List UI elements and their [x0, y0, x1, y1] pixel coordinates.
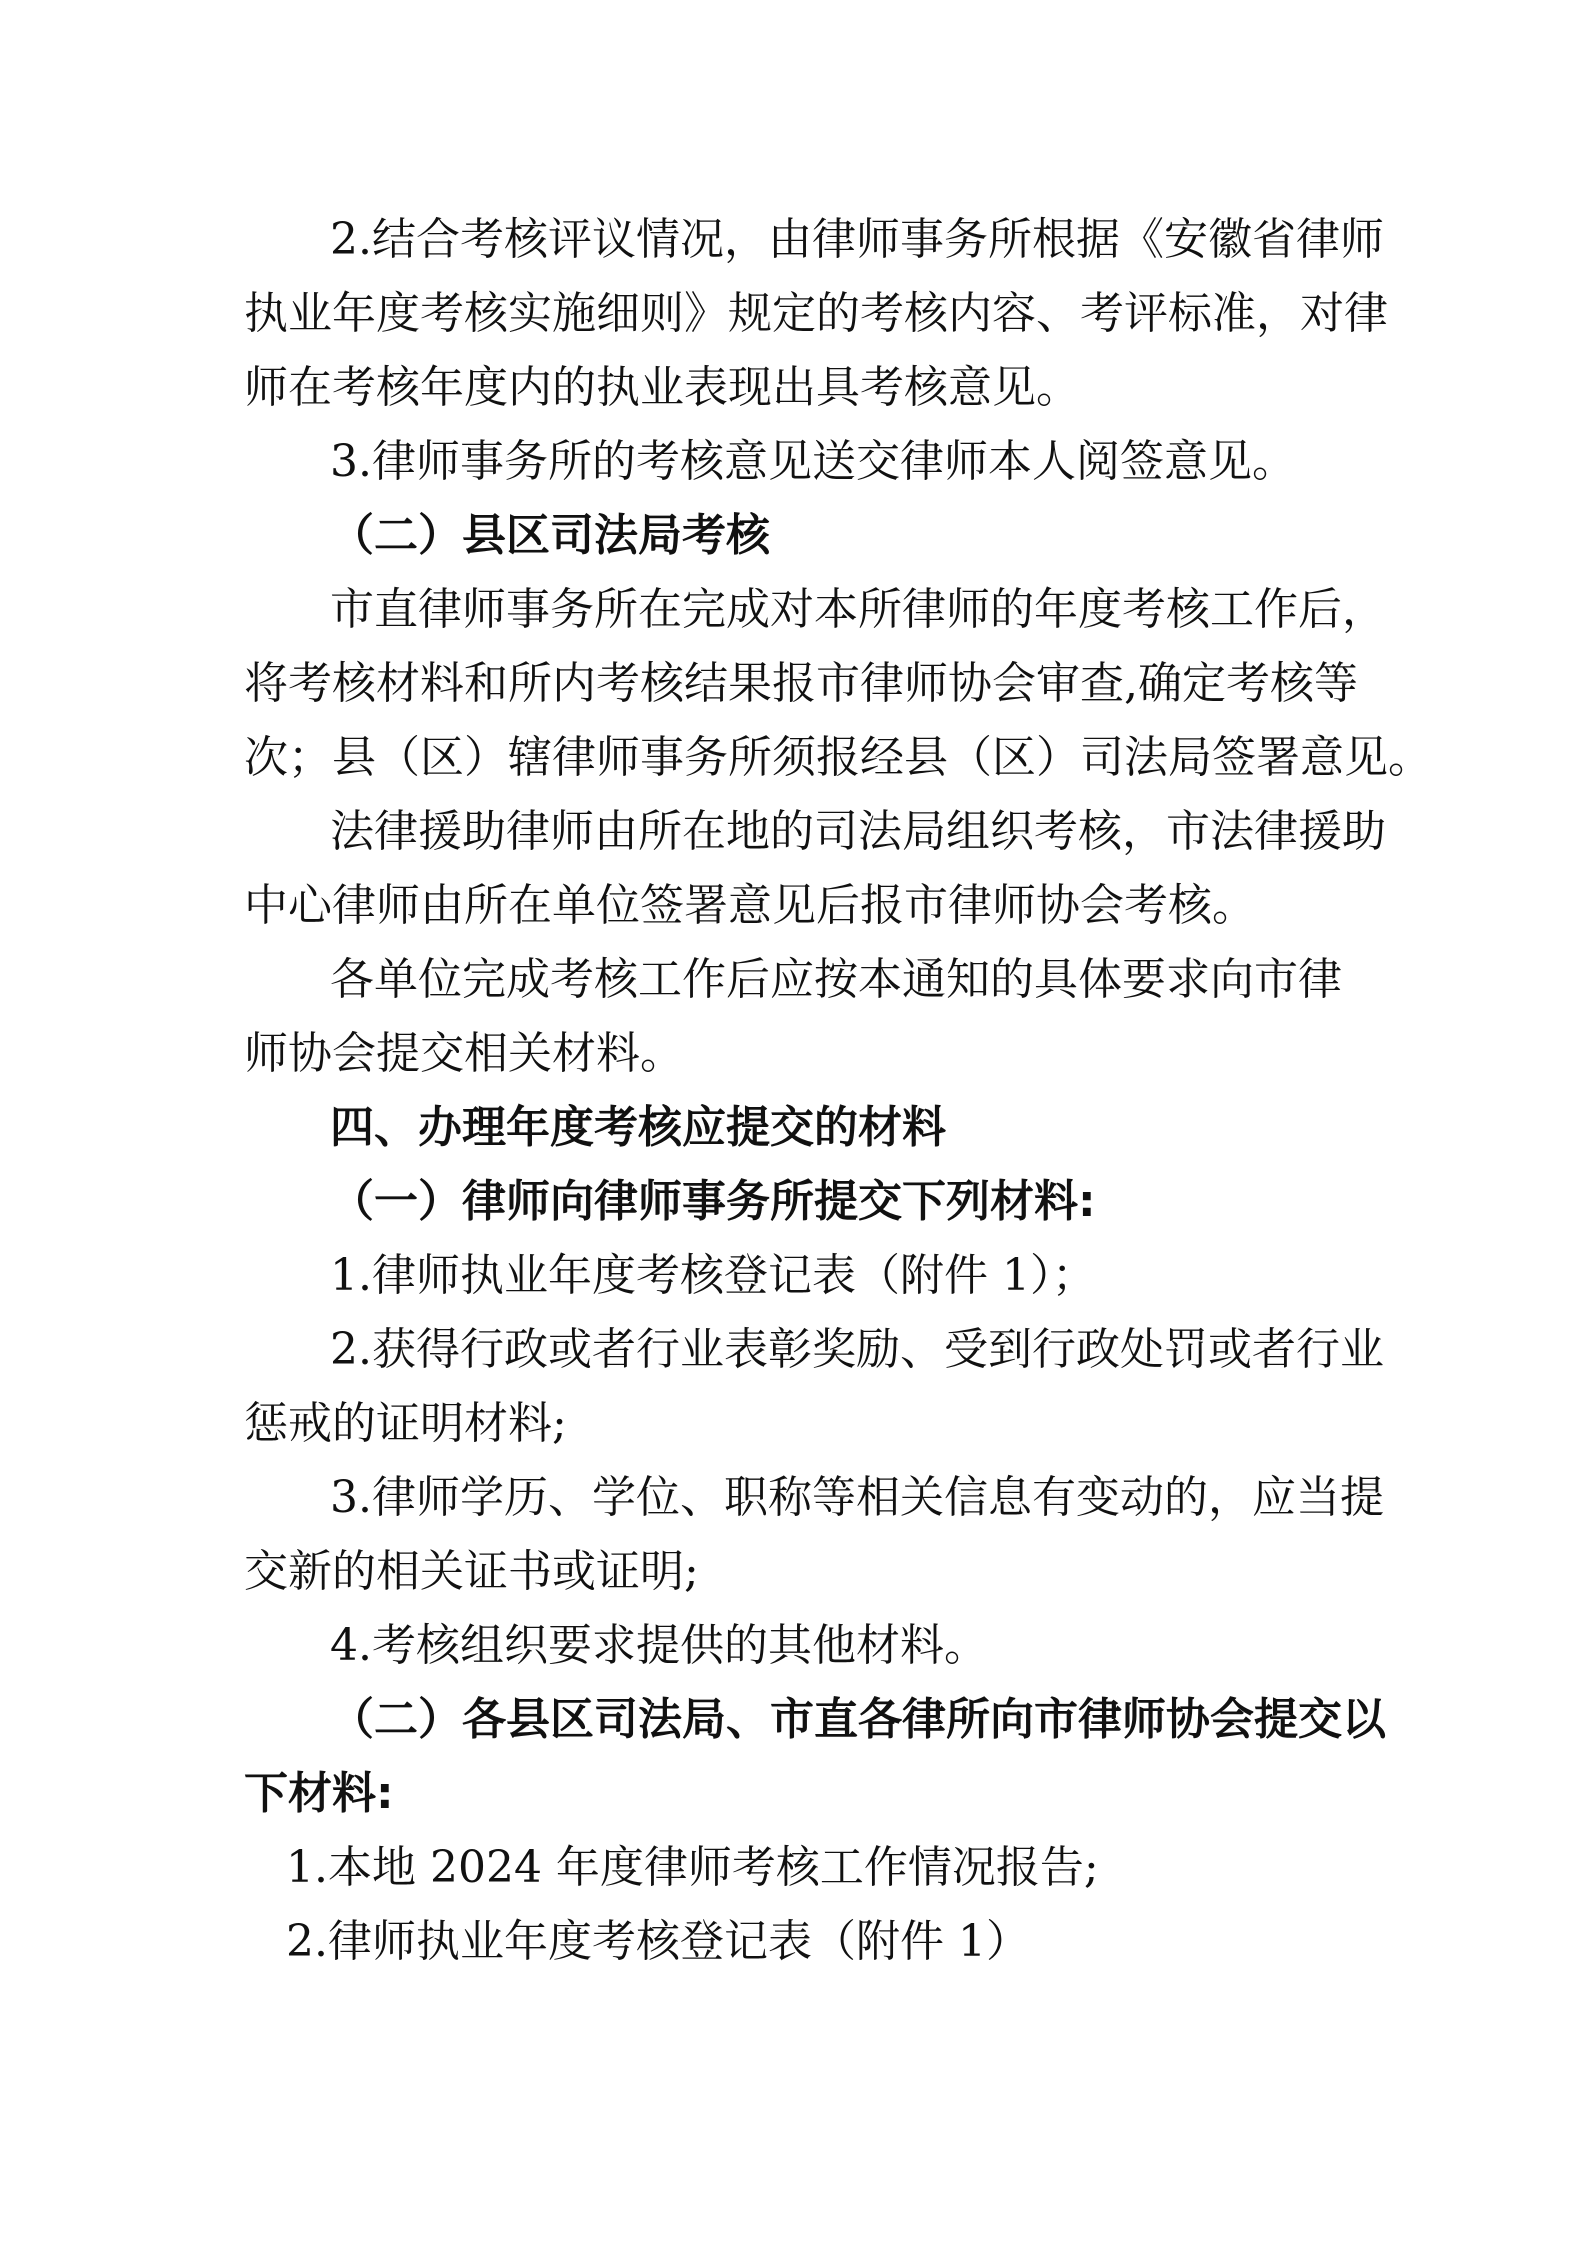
paragraph-item-2-line-3: 师在考核年度内的执业表现出具考核意见。	[244, 362, 1080, 413]
paragraph-city-line-2: 将考核材料和所内考核结果报市律师协会审查,确定考核等	[244, 658, 1358, 709]
heading-section-4: 四、办理年度考核应提交的材料	[330, 1102, 946, 1153]
heading-county-materials-line-1: （二）各县区司法局、市直各律所向市律师协会提交以	[330, 1694, 1386, 1745]
paragraph-legal-aid-line-2: 中心律师由所在单位签署意见后报市律师协会考核。	[244, 880, 1256, 931]
material-item-2-line-1: 2.获得行政或者行业表彰奖励、受到行政处罚或者行业	[330, 1324, 1384, 1375]
material-item-3-line-2: 交新的相关证书或证明;	[244, 1546, 699, 1597]
county-material-item-2: 2.律师执业年度考核登记表（附件 1）	[286, 1916, 1030, 1967]
paragraph-units-line-2: 师协会提交相关材料。	[244, 1028, 684, 1079]
heading-county-materials-line-2: 下材料:	[244, 1768, 394, 1819]
paragraph-city-line-1: 市直律师事务所在完成对本所律师的年度考核工作后，	[330, 584, 1386, 635]
paragraph-item-3: 3.律师事务所的考核意见送交律师本人阅签意见。	[330, 436, 1296, 487]
heading-county-review: （二）县区司法局考核	[330, 510, 770, 561]
heading-lawyer-materials: （一）律师向律师事务所提交下列材料:	[330, 1176, 1096, 1227]
material-item-1: 1.律师执业年度考核登记表（附件 1）；	[330, 1250, 1096, 1301]
county-material-item-1: 1.本地 2024 年度律师考核工作情况报告;	[286, 1842, 1099, 1893]
paragraph-item-2-line-1: 2.结合考核评议情况，由律师事务所根据《安徽省律师	[330, 214, 1384, 265]
material-item-2-line-2: 惩戒的证明材料;	[244, 1398, 567, 1449]
paragraph-legal-aid-line-1: 法律援助律师由所在地的司法局组织考核，市法律援助	[330, 806, 1386, 857]
material-item-4: 4.考核组织要求提供的其他材料。	[330, 1620, 988, 1671]
material-item-3-line-1: 3.律师学历、学位、职称等相关信息有变动的，应当提	[330, 1472, 1384, 1523]
paragraph-item-2-line-2: 执业年度考核实施细则》规定的考核内容、考评标准，对律	[244, 288, 1388, 339]
paragraph-city-line-3: 次；县（区）辖律师事务所须报经县（区）司法局签署意见。	[244, 732, 1432, 783]
paragraph-units-line-1: 各单位完成考核工作后应按本通知的具体要求向市律	[330, 954, 1342, 1005]
